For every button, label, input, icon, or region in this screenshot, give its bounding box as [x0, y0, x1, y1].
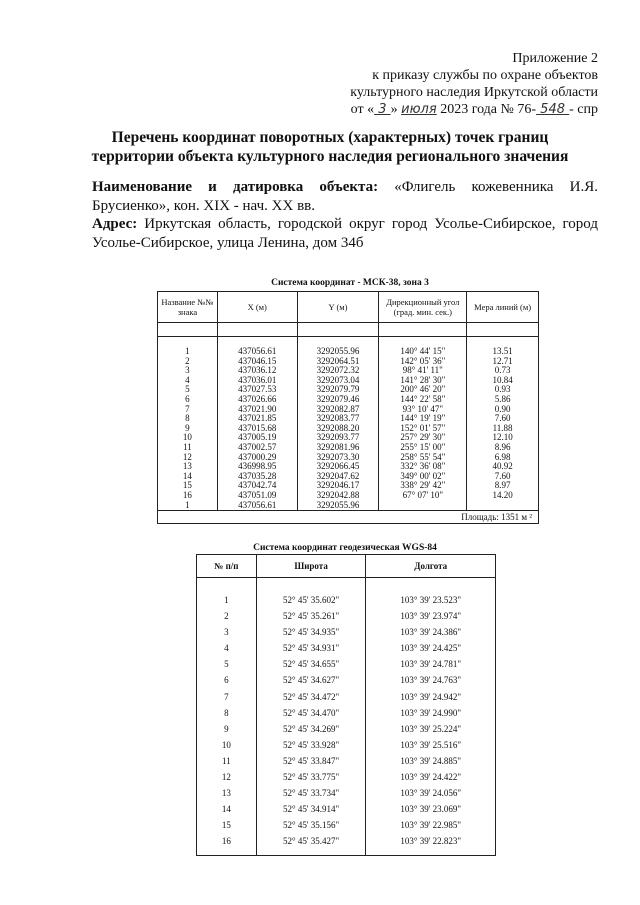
direction-angle: 141° 28' 30": [379, 376, 467, 386]
x-coordinate: 437021.85: [217, 414, 297, 424]
appendix-header: [350, 50, 598, 118]
point-number: 12: [197, 769, 257, 785]
point-number: 10: [197, 737, 257, 753]
table-row: [197, 624, 496, 640]
header-number: № п/п: [197, 555, 257, 578]
line-length: 6.98: [467, 453, 539, 463]
y-coordinate: 3292079.46: [297, 395, 379, 405]
line-length: 12.10: [467, 433, 539, 443]
point-number: 7: [158, 405, 218, 415]
point-number: 6: [197, 672, 257, 688]
longitude: 103° 39' 24.942": [366, 689, 496, 705]
y-coordinate: 3292055.96: [297, 501, 379, 511]
direction-angle: 152° 01' 57": [379, 424, 467, 434]
table-row: [197, 801, 496, 817]
point-number: 13: [158, 462, 218, 472]
longitude: 103° 39' 24.763": [366, 672, 496, 688]
appendix-line-4: [350, 101, 598, 118]
point-number: 13: [197, 785, 257, 801]
longitude: 103° 39' 22.985": [366, 817, 496, 833]
line-length: 5.86: [467, 395, 539, 405]
line-length: 13.51: [467, 347, 539, 357]
longitude: 103° 39' 22.823": [366, 833, 496, 856]
latitude: 52° 45' 33.928": [256, 737, 366, 753]
x-coordinate: 436998.95: [217, 462, 297, 472]
direction-angle: 93° 10' 47": [379, 405, 467, 415]
direction-angle: 144° 22' 58": [379, 395, 467, 405]
table-row: [197, 769, 496, 785]
direction-angle: 98° 41' 11": [379, 366, 467, 376]
table-row: [197, 817, 496, 833]
x-coordinate: 437021.90: [217, 405, 297, 415]
x-coordinate: 437005.19: [217, 433, 297, 443]
y-coordinate: 3292079.79: [297, 385, 379, 395]
order-suffix: - спр: [569, 102, 598, 117]
order-number: 548: [536, 102, 570, 117]
y-coordinate: 3292073.04: [297, 376, 379, 386]
y-coordinate: 3292093.77: [297, 433, 379, 443]
longitude: 103° 39' 25.516": [366, 737, 496, 753]
direction-angle: 140° 44' 15": [379, 347, 467, 357]
x-coordinate: 437042.74: [217, 481, 297, 491]
title-line-1: Перечень координат поворотных (характерных) точек границ: [111, 129, 549, 146]
point-number: 9: [197, 721, 257, 737]
latitude: 52° 45' 34.627": [256, 672, 366, 688]
appendix-line-3: культурного наследия Иркутской области: [350, 85, 598, 100]
table-row: [197, 689, 496, 705]
longitude: 103° 39' 23.523": [366, 592, 496, 608]
direction-angle: 144° 19' 19": [379, 414, 467, 424]
table-row: [197, 640, 496, 656]
wgs-table-caption: Система координат геодезическая WGS-84: [253, 543, 437, 553]
direction-angle: 338° 29' 42": [379, 481, 467, 491]
order-day: 3: [374, 102, 391, 117]
object-value: «Флигель кожевенника И.Я. Брусиенко», кон. XIX - нач. XX вв.: [92, 179, 598, 214]
direction-angle: 67° 07' 10": [379, 491, 467, 501]
line-length: 7.60: [467, 414, 539, 424]
longitude: 103° 39' 24.885": [366, 753, 496, 769]
latitude: 52° 45' 34.655": [256, 656, 366, 672]
line-length: 14.20: [467, 491, 539, 501]
x-coordinate: 437036.01: [217, 376, 297, 386]
latitude: 52° 45' 34.470": [256, 705, 366, 721]
direction-angle: [379, 501, 467, 511]
y-coordinate: 3292047.62: [297, 472, 379, 482]
point-number: 3: [158, 366, 218, 376]
date-mid: »: [390, 102, 402, 117]
line-length: 11.88: [467, 424, 539, 434]
y-coordinate: 3292083.77: [297, 414, 379, 424]
order-month: июля: [401, 102, 437, 117]
x-coordinate: 437056.61: [217, 347, 297, 357]
x-coordinate: 437036.12: [217, 366, 297, 376]
point-number: 2: [197, 608, 257, 624]
point-number: 3: [197, 624, 257, 640]
line-length: 8.97: [467, 481, 539, 491]
point-number: 8: [158, 414, 218, 424]
table-row: [197, 833, 496, 856]
line-length: 10.84: [467, 376, 539, 386]
longitude: 103° 39' 24.386": [366, 624, 496, 640]
msk-table-caption: Система координат - МСК-38, зона 3: [271, 278, 429, 288]
wgs-table-body: [197, 578, 496, 856]
table-row: [197, 592, 496, 608]
x-coordinate: 437051.09: [217, 491, 297, 501]
y-coordinate: 3292066.45: [297, 462, 379, 472]
y-coordinate: 3292073.30: [297, 453, 379, 463]
address-value: Иркутская область, городской округ город Усолье-Сибирское, город Усолье-Сибирское, улица Ленина, дом 34б: [92, 216, 598, 251]
y-coordinate: 3292055.96: [297, 347, 379, 357]
x-coordinate: 437035.28: [217, 472, 297, 482]
point-number: 15: [197, 817, 257, 833]
header-x: X (м): [217, 292, 297, 323]
y-coordinate: 3292082.87: [297, 405, 379, 415]
line-length: 40.92: [467, 462, 539, 472]
object-label: Наименование и датировка объекта:: [92, 179, 379, 195]
latitude: 52° 45' 33.847": [256, 753, 366, 769]
point-number: 5: [158, 385, 218, 395]
line-length: 12.71: [467, 357, 539, 367]
longitude: 103° 39' 23.069": [366, 801, 496, 817]
table-row: [197, 785, 496, 801]
x-coordinate: 437046.15: [217, 357, 297, 367]
point-number: 15: [158, 481, 218, 491]
latitude: 52° 45' 33.775": [256, 769, 366, 785]
direction-angle: 332° 36' 08": [379, 462, 467, 472]
point-number: 11: [158, 443, 218, 453]
y-coordinate: 3292072.32: [297, 366, 379, 376]
point-number: 14: [197, 801, 257, 817]
msk-coordinates-table: [157, 291, 539, 524]
y-coordinate: 3292081.96: [297, 443, 379, 453]
point-number: 16: [158, 491, 218, 501]
object-name: [92, 178, 598, 216]
direction-angle: 200° 46' 20": [379, 385, 467, 395]
x-coordinate: 437000.29: [217, 453, 297, 463]
line-length: 8.96: [467, 443, 539, 453]
point-number: 16: [197, 833, 257, 856]
header-name: Название №№ знака: [158, 292, 218, 323]
table-row: [197, 737, 496, 753]
point-number: 4: [197, 640, 257, 656]
line-length: [467, 501, 539, 511]
header-length: Мера линий (м): [467, 292, 539, 323]
msk-table-body: [158, 323, 539, 511]
longitude: 103° 39' 24.425": [366, 640, 496, 656]
header-longitude: Долгота: [366, 555, 496, 578]
y-coordinate: 3292064.51: [297, 357, 379, 367]
longitude: 103° 39' 25.224": [366, 721, 496, 737]
longitude: 103° 39' 24.990": [366, 705, 496, 721]
point-number: 2: [158, 357, 218, 367]
table-row: [197, 608, 496, 624]
line-length: 0.73: [467, 366, 539, 376]
point-number: 7: [197, 689, 257, 705]
x-coordinate: 437027.53: [217, 385, 297, 395]
date-prefix: от «: [350, 102, 375, 117]
table-row: [197, 705, 496, 721]
point-number: 1: [158, 347, 218, 357]
appendix-line-1: Приложение 2: [512, 51, 598, 66]
point-number: 14: [158, 472, 218, 482]
x-coordinate: 437002.57: [217, 443, 297, 453]
wgs-coordinates-table: [196, 554, 496, 856]
point-number: 8: [197, 705, 257, 721]
direction-angle: 258° 55' 54": [379, 453, 467, 463]
point-number: 12: [158, 453, 218, 463]
latitude: 52° 45' 34.914": [256, 801, 366, 817]
x-coordinate: 437026.66: [217, 395, 297, 405]
table-row: [197, 656, 496, 672]
table-row: [197, 753, 496, 769]
direction-angle: 257° 29' 30": [379, 433, 467, 443]
object-address: [92, 215, 598, 253]
y-coordinate: 3292046.17: [297, 481, 379, 491]
latitude: 52° 45' 35.261": [256, 608, 366, 624]
longitude: 103° 39' 23.974": [366, 608, 496, 624]
latitude: 52° 45' 34.472": [256, 689, 366, 705]
longitude: 103° 39' 24.781": [366, 656, 496, 672]
point-number: 4: [158, 376, 218, 386]
latitude: 52° 45' 34.935": [256, 624, 366, 640]
latitude: 52° 45' 35.156": [256, 817, 366, 833]
point-number: 1: [197, 592, 257, 608]
latitude: 52° 45' 34.931": [256, 640, 366, 656]
point-number: 1: [158, 501, 218, 511]
header-angle: Дирекционный угол (град. мин. сек.): [379, 292, 467, 323]
longitude: 103° 39' 24.422": [366, 769, 496, 785]
latitude: 52° 45' 33.734": [256, 785, 366, 801]
line-length: 7.60: [467, 472, 539, 482]
table-row: [158, 501, 539, 511]
direction-angle: 255° 15' 00": [379, 443, 467, 453]
appendix-line-2: к приказу службы по охране объектов: [372, 68, 598, 83]
longitude: 103° 39' 24.056": [366, 785, 496, 801]
y-coordinate: 3292042.88: [297, 491, 379, 501]
latitude: 52° 45' 34.269": [256, 721, 366, 737]
order-year: 2023 года № 76-: [436, 102, 537, 117]
point-number: 10: [158, 433, 218, 443]
point-number: 5: [197, 656, 257, 672]
direction-angle: 349° 00' 02": [379, 472, 467, 482]
point-number: 9: [158, 424, 218, 434]
table-row: [197, 672, 496, 688]
point-number: 11: [197, 753, 257, 769]
x-coordinate: 437056.61: [217, 501, 297, 511]
table-row: [197, 721, 496, 737]
document-title: [60, 128, 600, 166]
area-value: Площадь: 1351 м ²: [158, 511, 539, 524]
latitude: 52° 45' 35.427": [256, 833, 366, 856]
point-number: 6: [158, 395, 218, 405]
address-label: Адрес:: [92, 216, 138, 232]
header-y: Y (м): [297, 292, 379, 323]
line-length: 0.93: [467, 385, 539, 395]
direction-angle: 142° 05' 36": [379, 357, 467, 367]
title-line-2: территории объекта культурного наследия регионального значения: [91, 148, 569, 165]
x-coordinate: 437015.68: [217, 424, 297, 434]
y-coordinate: 3292088.20: [297, 424, 379, 434]
line-length: 0.90: [467, 405, 539, 415]
header-latitude: Широта: [256, 555, 366, 578]
latitude: 52° 45' 35.602": [256, 592, 366, 608]
